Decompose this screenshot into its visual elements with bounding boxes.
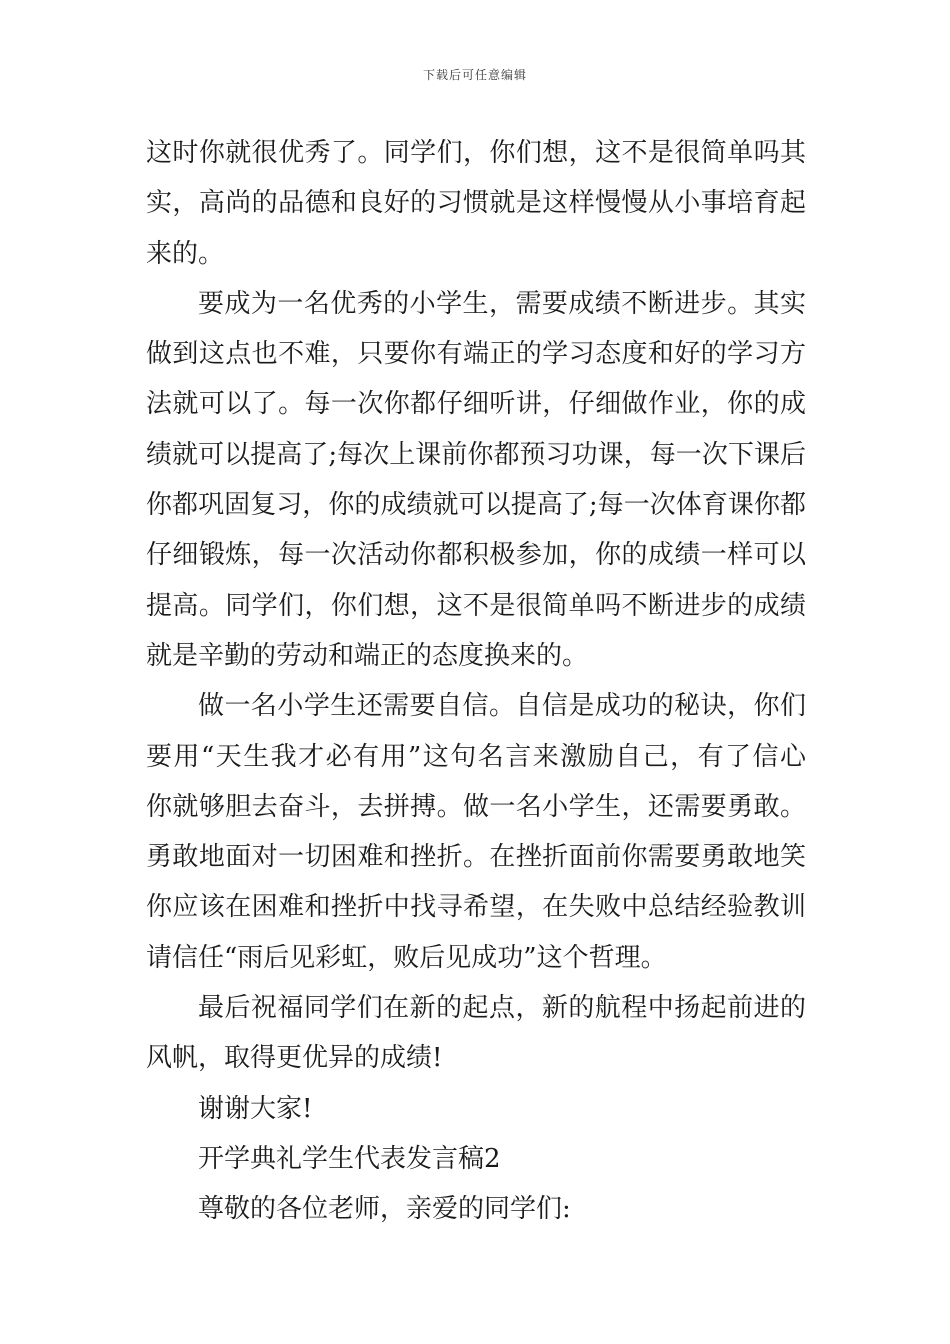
text-line: 勇敢地面对一切困难和挫折。在挫折面前你需要勇敢地笑 <box>146 842 806 873</box>
salutation: 尊敬的各位老师，亲爱的同学们: <box>198 1194 571 1225</box>
text-line: 最后祝福同学们在新的起点，新的航程中扬起前进的 <box>198 993 806 1024</box>
text-line: 来的。 <box>146 238 225 269</box>
text-line: 提高。同学们，你们想，这不是很简单吗不断进步的成绩 <box>146 590 806 621</box>
text-line: 做到这点也不难，只要你有端正的学习态度和好的学习方 <box>146 339 806 370</box>
text-line: 就是辛勤的劳动和端正的态度换来的。 <box>146 640 589 671</box>
page-header: 下载后可任意编辑 <box>422 68 527 82</box>
text-line: 做一名小学生还需要自信。自信是成功的秘诀，你们 <box>198 691 806 722</box>
section-title: 开学典礼学生代表发言稿2 <box>198 1143 501 1174</box>
text-line: 你都巩固复习，你的成绩就可以提高了;每一次体育课你都 <box>146 490 806 521</box>
text-line: 这时你就很优秀了。同学们，你们想，这不是很简单吗其 <box>146 138 806 168</box>
text-line: 风帆，取得更优异的成绩! <box>146 1043 443 1074</box>
text-line: 绩就可以提高了;每次上课前你都预习功课，每一次下课后 <box>146 439 806 470</box>
text-line: 请信任“雨后见彩虹，败后见成功”这个哲理。 <box>146 942 667 973</box>
text-line: 要用“天生我才必有用”这句名言来激励自己，有了信心 <box>146 741 806 772</box>
text-line: 法就可以了。每一次你都仔细听讲，仔细做作业，你的成 <box>146 389 806 420</box>
text-line: 仔细锻炼，每一次活动你都积极参加，你的成绩一样可以 <box>146 540 806 571</box>
text-line: 谢谢大家! <box>198 1093 313 1124</box>
text-line: 要成为一名优秀的小学生，需要成绩不断进步。其实 <box>198 288 806 319</box>
document-body <box>146 128 806 1235</box>
text-line: 你应该在困难和挫折中找寻希望，在失败中总结经验教训 <box>146 892 806 923</box>
text-line: 你就够胆去奋斗，去拼搏。做一名小学生，还需要勇敢。 <box>146 791 806 822</box>
text-line: 实，高尚的品德和良好的习惯就是这样慢慢从小事培育起 <box>146 188 806 219</box>
